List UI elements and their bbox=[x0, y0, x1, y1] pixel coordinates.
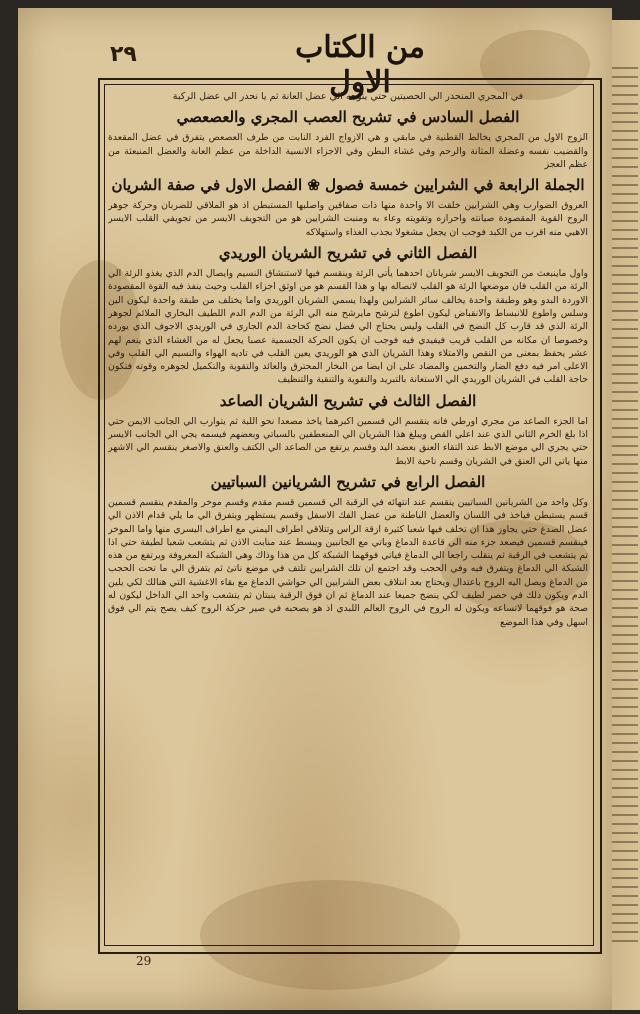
section-body: وكل واحد من الشريانين السباتيين ينقسم عند انتهائه في الرقبة الي قسمين قسم مقدم وقسم موخر والمقدم ينقسم قسمين قسم يستبطن فياخذ في اللسان والعضل الباطنة من عضل الفك الاسفل وقسم يستظهر ويتفرق الي ما يلي قدام الاذن الي عضل الصدغ حتي يجاوز هذا ان تخلف فيها شعبا كثيرة ازقة الراس وتتلاقي اطراف اليمني مع اطراف اليسري منها واما الموخر فينقسم قسمين فيصعد جزء منه الي قاعدة الدماغ وياتي مع الجانبين ويبسط عند منابت الاذن ثم يتشعب شعبا لطيفة حتي اذا تم يتشعب في الرقبة ثم ينقلب راجعا الي الدماغ فياتي فوقهما الشبكة كل من هذا وذاك وهي الشبكة المعروفة ويرتفع من هذه الشبكة الي الدماغ ويتفرق فيه وفي الحجب وقد اجتمع ان تلك الشرايين تلتف في موضع ناتئ ثم يتفرق الي ما تحت الحجب من الدماغ ويصل اليه الروح باعتدال ويحتاج بعد انتلاف بعض الشرايين الي حواشي الدماغ مع بقاء الاغشية التي هنالك لكي يلين الدم ويكون ذلك في حصر لطيف لكي ينضج جميعا عند الدماغ ثم ان فوق الرقبة ينبتان ثم يتشعب واحد الي الداخل ليكون له صحة هو فوقهما لاتساعه ويكون له الروح في الروح العالم اللبدي اذ هو يصحبه في صير حركة الروح كيف يصح يتم الي فوق اسهل وفي هذا الموضع bbox=[108, 496, 588, 628]
text-block bbox=[108, 90, 588, 940]
section-heading: الفصل السادس في تشريح العصب المجري والعصعصي bbox=[176, 108, 520, 127]
section-body: العروق الضوارب وهي الشرايين خلقت الا واحدة منها ذات صفاقين واصلبها المستبطن اذ هو الملاقي للضربان وحركة جوهر الروح القوية المقصودة صيانته واحرازه وتقويته وعاء به ومنبت الشرايين هو من التجويف الايسر من تجويفي القلب الايسر الاهبي منه اقرب من الكبد فوجب ان يجعل مشغولا بجذب الغذاء واستهلاكه bbox=[108, 200, 588, 238]
section-body: الزوج الاول من المجري يخالط القطنية في مابقي و هي الازواج الفرد النابت من طرف العصعص يتفرق في عضل المقعدة والقضيب نفسه وعضلة المثانة والرحم وفي غشاء البطن وفي الاجزاء الانسية الداخلة من عظم العانة والعضل المنبعثة من عظم العجز bbox=[108, 132, 588, 170]
lead-line: في المجري المنحدر الي الحصيتين حتي يتوجه الي عضل العانة ثم يا نحدر الي عضل الركبة bbox=[172, 91, 524, 102]
running-head: من الكتاب الاول bbox=[295, 30, 425, 100]
section-heading: الفصل الثاني في تشريح الشريان الوريدي bbox=[218, 244, 478, 263]
section-heading: الفصل الرابع في تشريح الشريانين السباتيين bbox=[210, 472, 486, 491]
section-heading: الفصل الثالث في تشريح الشريان الصاعد bbox=[219, 391, 477, 410]
section-body: اما الجزء الصاعد من مجري اورطي فانه ينقسم الي قسمين اكبرهما ياخذ مصعدا نحو اللبة ثم يتوارب الي الجانب الايمن حتي اذا بلغ الخرم الثاني الذي عند اعلي القص ويبلغ هذا الشريان الي المنعطفين بالسباتي وبعضهم فيسمه يجي الي الجانب الايسر حتي يجري الي موضع الابط عند التقاء العنق بعضد اليد وقسم يرتفع من الصاعد الي الكتف والعنق والاصغر ينقسم الي الاشهر منها ياتي الي العنق في الشريان وقسم ناحية الابط bbox=[108, 415, 588, 467]
footer-page-number: 29 bbox=[136, 954, 152, 968]
section-heading: الجملة الرابعة في الشرايين خمسة فصول ❀ الفصل الاول في صفة الشريان bbox=[111, 176, 585, 195]
page-number: ٢٩ bbox=[110, 42, 137, 67]
section-body: واول ماينبعث من التجويف الايسر شريانان احدهما يأتي الرئة وينقسم فيها لاستنشاق النسيم وايصال الدم الذي يغذو الرئة الي الرئة من القلب فان موضعها الرئة هو القلب لاتصاله بها و هذا القسم هو من اوثق اجزاء القلب وحيث ينفذ فيه القوة المقصودة الاوردة البدو وهو وطبقة واحدة يخالف سائر الشرايين ولهذا يسمي الشريان الوريدي واما يختلف من طبقة واحدة ليكون الين وسلس واطوع للانبساط والانقباض ليكون اطوع لترشح مايرشح منه الي الرئة من الدم الدم اللطيف البخاري الملائم لجوهر الرئة الذي قد قارب كل النضج في القلب وليس يحتاج الي فضل نضج كحاجة الدم الجاري في الوريدي الاجوف الذي يورده وخصوصا ان مكانه من القلب قريب فيفيدي فيه فوجب ان يكون الحركة الجسمية عصبا يجعل له من الغشاء الذي ينعم لهم عشر يحفظ بمعنى من النقص والامتلاء وهذا الشريان الذي هو الوريدي يعين القلب في تاديه الهواء والنسيم الي القلب وفي الاعلى امر فيه دفع الضار والتخمين والمضاد على ان ايضا من البخار المحترق والعائد والتقوية والتكميل لجوهره وقوته فتكون حاجة القلب في الشريان الوريدي الي الاستعانة بالتبريد والتقوية والتنقية والتنظيف bbox=[108, 268, 588, 386]
facing-page-text-lines bbox=[610, 60, 638, 980]
